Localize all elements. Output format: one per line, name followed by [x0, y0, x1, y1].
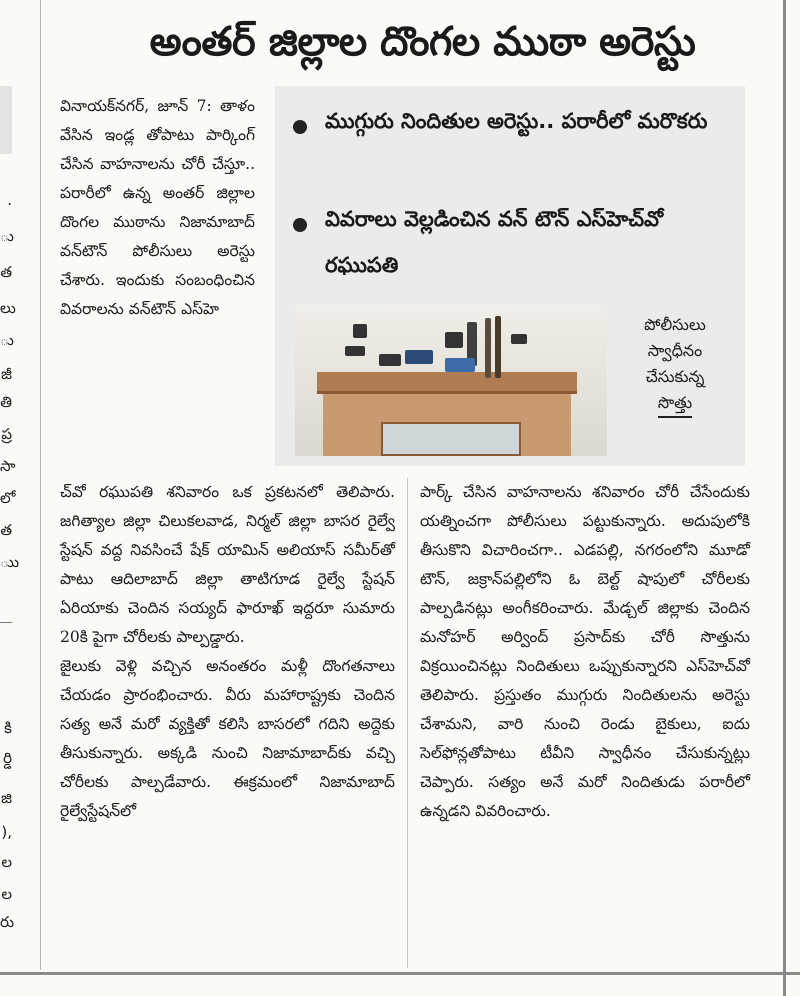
caption-line: చేసుకున్న [645, 367, 705, 386]
adjacent-text-fragment: ుు [0, 553, 20, 571]
photo-item [485, 318, 491, 378]
adjacent-text-fragment: సా [0, 457, 16, 475]
caption-line: సొత్తు [658, 390, 692, 418]
page-border-right [783, 0, 786, 996]
adjacent-text-fragment: ల [1, 853, 12, 871]
article-headline: అంతర్ జిల్లాల దొంగల ముఠా అరెస్టు [149, 19, 696, 65]
photo-item [379, 354, 401, 366]
photo-item [511, 334, 527, 344]
body-paragraph: జైలుకు వెళ్లి వచ్చిన అనంతరం మళ్లీ దొంగతనాలు చేయడం ప్రారంభించారు. వీరు మహారాష్ట్రకు చెందిన సత్య అనే మరో వ్యక్తితో కలిసి బాసరలో గదిని అద్దెకు తీసుకున్నారు. అక్కడి నుంచి నిజామాబాద్‌కు వచ్చి చోరీలకు పాల్పడేవారు. ఈక్రమంలో నిజామాబాద్ రైల్వేస్టేషన్‌లో [60, 657, 395, 820]
adjacent-text-fragment: ు [0, 227, 14, 245]
adjacent-text-fragment: ప్ర [1, 425, 12, 443]
intro-paragraph: వినాయక్‌నగర్, జూన్ 7: తాళం వేసిన ఇండ్ల తోపాటు పార్కింగ్ చేసిన వాహనాలను చోరీ చేస్తూ.. పరారీలో ఉన్న అంతర్ జిల్లాల దొంగల ముఠాను నిజామాబాద్ వన్‌టౌన్ పోలీసులు అరెస్టు చేశారు. ఇందుకు సంబంధించిన వివరాలను వన్‌టౌన్ ఎస్‌హె [60, 97, 255, 318]
highlight-item [293, 98, 725, 144]
photo-table-glass [381, 422, 521, 456]
bullet-icon [293, 120, 307, 134]
page-border-bottom [0, 972, 800, 975]
column-rule-middle [407, 478, 408, 968]
column-rule-left [40, 0, 41, 970]
photo-item [445, 332, 463, 348]
highlight-text: వివరాలు వెల్లడించిన వన్ టౌన్ ఎస్‌హెచ్‌వో రఘుపతి [325, 207, 664, 277]
photo-item [345, 346, 365, 356]
adjacent-text-fragment: రు [0, 913, 15, 931]
adjacent-text-fragment: . [7, 191, 12, 209]
photo-item [495, 316, 501, 378]
photo-caption [620, 312, 730, 418]
adjacent-text-fragment: జీ [1, 365, 12, 383]
photo-table-top [317, 372, 577, 394]
adjacent-text-fragment: లు [0, 299, 16, 317]
adjacent-text-fragment: కి [4, 719, 12, 737]
highlights-box [275, 86, 745, 466]
adjacent-headline-band [0, 86, 12, 154]
adjacent-text-fragment: త [0, 263, 12, 281]
adjacent-text-fragment: తి [0, 393, 12, 411]
bullet-icon [293, 218, 307, 232]
caption-line: పోలీసులు [644, 315, 706, 334]
adjacent-divider [0, 622, 12, 623]
adjacent-text-fragment: త [0, 521, 12, 539]
adjacent-text-fragment: జి [1, 789, 12, 807]
adjacent-text-fragment: ు [0, 331, 14, 349]
highlight-text: ముగ్గురు నిందితుల అరెస్టు.. పరారీలో మరొకరు [325, 109, 708, 133]
photo-item [353, 324, 367, 338]
photo-item [405, 350, 433, 364]
adjacent-article-fragment [0, 0, 40, 996]
adjacent-text-fragment: ర్డి [3, 749, 12, 767]
body-paragraph: చ్‌వో రఘుపతి శనివారం ఒక ప్రకటనలో తెలిపారు. జగిత్యాల జిల్లా చిలుకలవాడ, నిర్మల్ జిల్లా బాసర రైల్వే స్టేషన్ వద్ద నివసించే షేక్ యామిన్ అలియాస్ సమీర్‌తో పాటు ఆదిలాబాద్ జిల్లా తాటిగూడ రైల్వే స్టేషన్ ఏరియాకు చెందిన సయ్యద్ ఫారూఖ్ ఇద్దరూ సుమారు 20కి పైగా చోరీలకు పాల్పడ్డారు. [60, 483, 395, 646]
seized-items-photo [295, 304, 607, 456]
body-column-1 [60, 478, 395, 968]
highlight-item [293, 196, 725, 288]
adjacent-text-fragment: ), [1, 823, 12, 841]
body-paragraph: పార్క్ చేసిన వాహనాలను శనివారం చోరీ చేసేందుకు యత్నించగా పోలీసులు పట్టుకున్నారు. అదుపులోకి తీసుకొని విచారించగా.. ఎడపల్లి, నగరంలోని మూడో టౌన్, జక్రాన్‌పల్లిలోని ఓ బెల్ట్ షాపులో చోరీలకు పాల్పడినట్లు అంగీకరించారు. మేడ్చల్ జిల్లాకు చెందిన మనోహర్ అర్వింద్ ప్రసాద్‌కు చోరీ సొత్తును విక్రయించినట్లు నిందితులు ఒప్పుకున్నారని ఎస్‌హెచ్‌వో తెలిపారు. ప్రస్తుతం ముగ్గురు నిందితులను అరెస్టు చేశామని, వారి నుంచి రెండు బైకులు, ఐదు సెల్‌ఫోన్లతోపాటు టీవీని స్వాధీనం చేసుకున్నట్లు చెప్పారు. సత్యం అనే మరో నిందితుడు పరారీలో ఉన్నడని వివరించారు. [420, 483, 750, 820]
adjacent-text-fragment: ల [1, 885, 12, 903]
body-column-2 [420, 478, 750, 968]
intro-column [60, 92, 255, 472]
photo-item [445, 358, 475, 372]
caption-line: స్వాధీనం [647, 341, 703, 360]
adjacent-text-fragment: లో [0, 489, 16, 507]
